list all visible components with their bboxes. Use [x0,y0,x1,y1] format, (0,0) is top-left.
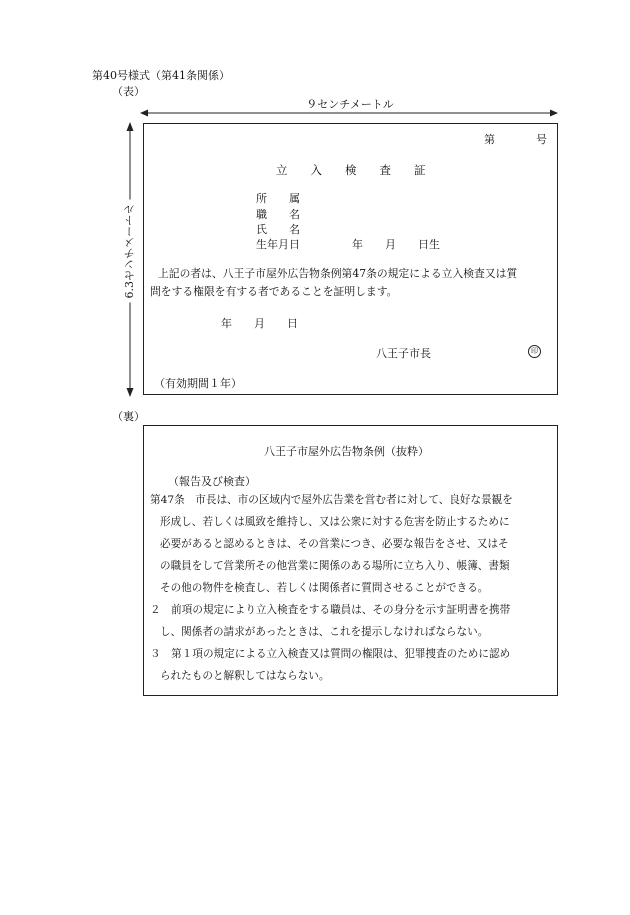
validity-period: （有効期間１年） [154,377,242,390]
field-birthdate-value: 年 月 日生 [352,238,440,251]
form-number: 第40号様式（第41条関係） [92,69,230,82]
back-label: （裏） [112,410,145,423]
seal-mark: 印 [528,345,541,358]
section-heading: （報告及び検査） [168,475,256,488]
clause-line: ３ 第１項の規定による立入検査又は質問の権限は、犯罪捜査のために認め [150,648,511,660]
front-card [143,123,558,395]
clause-line: し、関係者の請求があったときは、これを提示しなければならない。 [160,626,489,638]
number-label: 第 [484,133,495,146]
number-suffix: 号 [536,133,547,146]
article-line: その他の物件を検査し、若しくは関係者に質問させることができる。 [160,582,489,594]
back-card [143,425,558,696]
article-line: 形成し、若しくは風致を維持し、又は公衆に対する危害を防止するために [160,516,510,528]
article-line: 第47条 市長は、市の区域内で屋外広告業を営む者に対して、良好な景観を [150,494,513,506]
issuer: 八王子市長 [376,347,431,360]
front-label: （表） [112,85,145,98]
clause-line: られたものと解釈してはならない。 [160,670,330,682]
field-position: 職 名 [256,208,300,221]
width-dimension-label: ９センチメートル [300,98,400,111]
height-dimension-label: 6.3センチメートル [122,200,138,303]
certification-line-1: 上記の者は、八王子市屋外広告物条例第47条の規定による立入検査又は質 [158,267,518,280]
card-title: 立 入 検 査 証 [276,163,426,177]
ordinance-title: 八王子市屋外広告物条例（抜粋） [264,445,429,458]
width-dimension [140,96,560,112]
field-affiliation: 所 属 [256,192,300,205]
article-line: 必要があると認めるときは、その営業につき、必要な報告をさせ、又はそ [160,538,509,550]
certification-line-2: 問をする権限を有する者であることを証明します。 [150,285,398,298]
article-line: の職員をして営業所その他営業に関係のある場所に立ち入り、帳簿、書類 [160,560,510,572]
field-name: 氏 名 [256,223,300,236]
field-birthdate: 生年月日 [256,238,300,251]
issue-date: 年 月 日 [221,317,298,330]
clause-line: ２ 前項の規定により立入検査をする職員は、その身分を示す証明書を携帯 [150,604,511,616]
